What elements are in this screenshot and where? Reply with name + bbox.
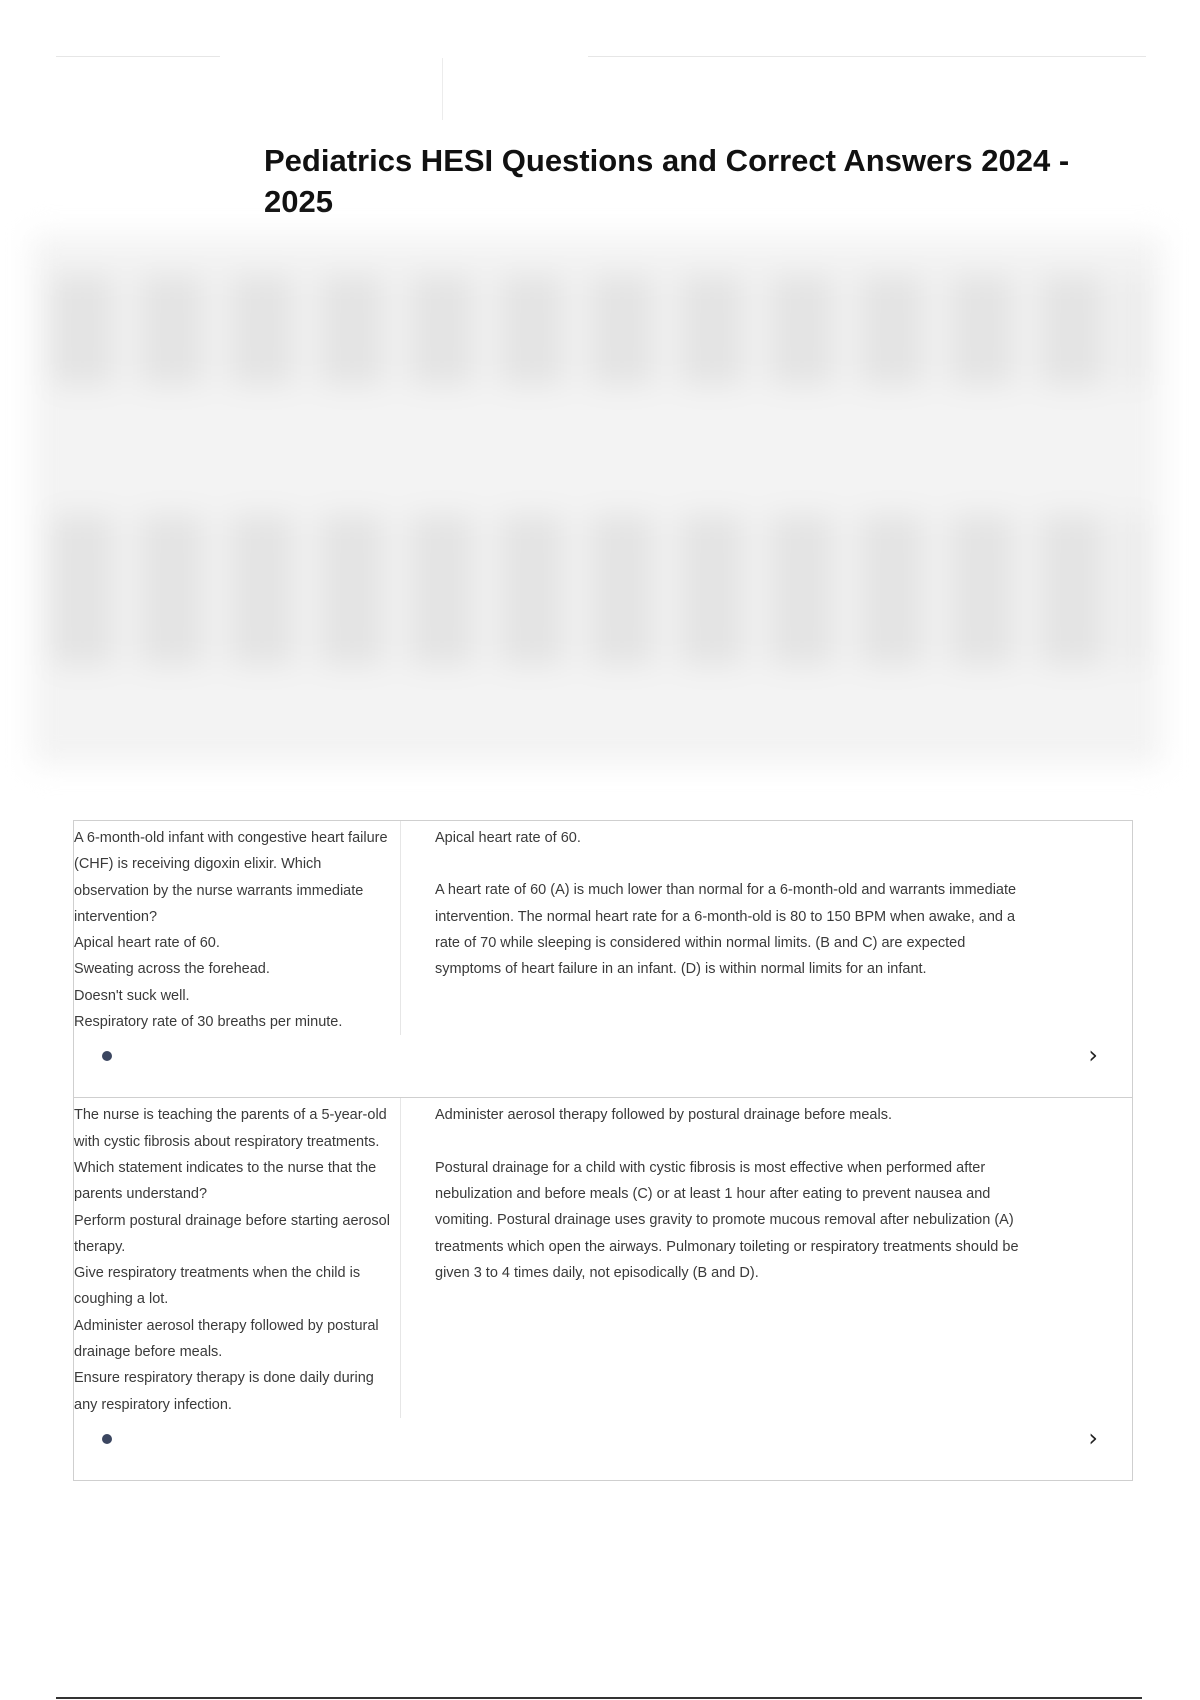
card-answer (401, 821, 1055, 1035)
card-question (74, 821, 401, 1035)
chevron-right-icon[interactable]: › (1088, 1041, 1098, 1070)
dot-icon (102, 1051, 112, 1061)
flashcard (74, 821, 1132, 1098)
option-b: Sweating across the forehead. (74, 961, 270, 978)
question-text: The nurse is teaching the parents of a 5-year-old with cystic fibrosis about respiratory treatments. Which statement indicates to the nurse that the parents understand? (74, 1107, 387, 1203)
option-c: Doesn't suck well. (74, 987, 190, 1004)
answer-text: Administer aerosol therapy followed by postural drainage before meals. (435, 1107, 892, 1124)
bottom-divider (56, 1697, 1142, 1699)
answer-text: Apical heart rate of 60. (435, 830, 581, 846)
rationale-text: A heart rate of 60 (A) is much lower than normal for a 6-month-old and warrants immediate intervention. The normal heart rate for a 6-month-old is 80 to 150 BPM when awake, and a rate of 70 while sleeping is considered within normal limits. (B and C) are expected symptoms of heart failure in an infant. (D) is within normal limits for an infant. (435, 882, 1017, 978)
option-a: Perform postural drainage before starting aerosol therapy. (74, 1212, 390, 1255)
top-divider-left (56, 56, 220, 57)
card-question (74, 1098, 401, 1418)
option-d: Ensure respiratory therapy is done daily during any respiratory infection. (74, 1370, 374, 1413)
top-divider-tick (442, 58, 443, 120)
option-d: Respiratory rate of 30 breaths per minute. (74, 1014, 343, 1031)
top-divider-right (588, 56, 1146, 57)
rationale-text: Postural drainage for a child with cystic fibrosis is most effective when performed after nebulization and before meals (C) or at least 1 hour after eating to prevent nausea and vomiting. Postural drainage uses gravity to promote mucous removal after nebulization (A) treatments which open the airways. Pulmonary toileting or respiratory treatments should be given 3 to 4 times daily, not episodically (B and D). (435, 1159, 1019, 1281)
question-text: A 6-month-old infant with congestive heart failure (CHF) is receiving digoxin elixir. Which observation by the nurse warrants immediate intervention? (74, 830, 388, 925)
card-footer (74, 1035, 1132, 1097)
blurred-preview-region (32, 235, 1162, 765)
chevron-right-icon[interactable]: › (1088, 1423, 1098, 1452)
flashcard (74, 1098, 1132, 1480)
option-b: Give respiratory treatments when the child is coughing a lot. (74, 1265, 361, 1308)
document-title: Pediatrics HESI Questions and Correct Answers 2024 - 2025 (264, 143, 1070, 219)
card-footer (74, 1418, 1132, 1480)
flashcard-list (73, 820, 1133, 1481)
dot-icon (102, 1434, 112, 1444)
option-c: Administer aerosol therapy followed by postural drainage before meals. (74, 1317, 379, 1361)
card-answer (401, 1098, 1055, 1418)
option-a: Apical heart rate of 60. (74, 935, 220, 952)
